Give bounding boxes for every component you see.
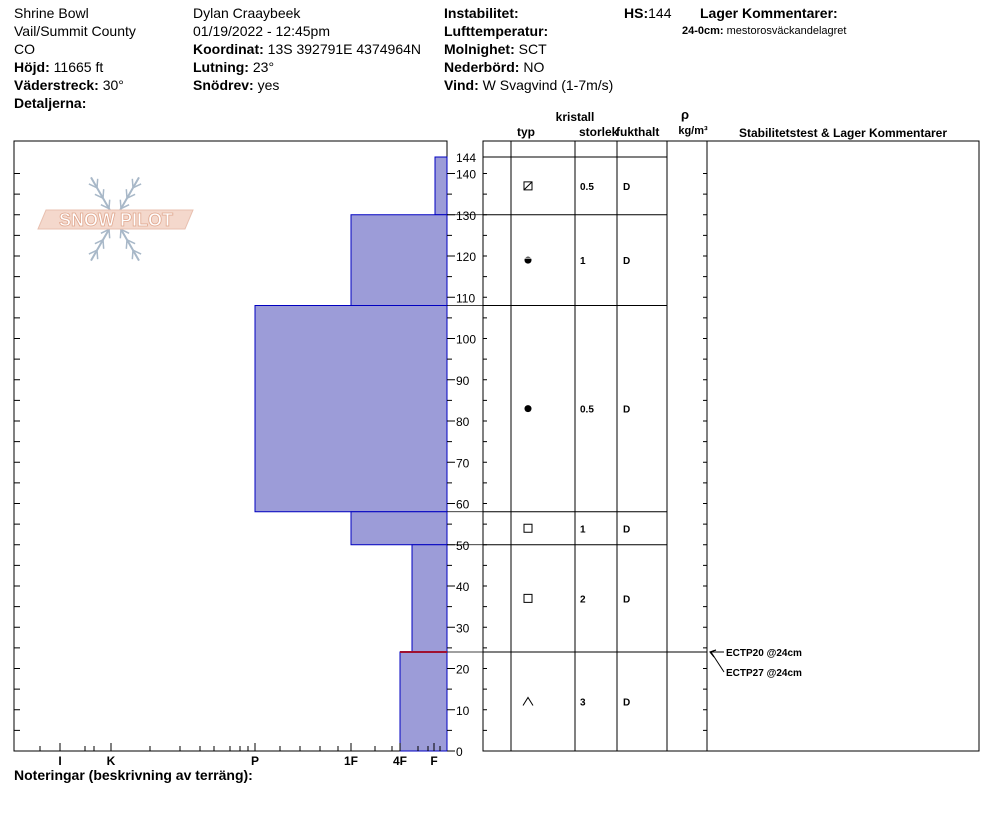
depth-label: 20 [456,662,470,677]
snow-pilot-logo [38,177,193,260]
slope-value: 23° [252,59,275,75]
notes-label: Noteringar (beskrivning av terräng): [14,767,253,783]
depth-label: 90 [456,373,470,388]
elevation-value: 11665 ft [53,59,104,75]
drift-value: yes [257,77,280,93]
layer-comment-depth: 24-0cm: [682,25,724,37]
hardness-label: K [106,754,116,768]
stability-header: Stabilitetstest & Lager Kommentarer [738,126,948,140]
rho-header: ρ [680,107,690,122]
depth-label: 130 [456,208,477,223]
location: Shrine Bowl [14,5,89,21]
depth-label: 140 [456,167,477,182]
moisture-value: D [623,404,631,416]
crystal-size: 0.5 [580,404,594,416]
depth-label: 80 [456,415,470,429]
hardness-label: 1F [343,754,359,768]
snowflake-branch [103,189,104,198]
snowflake-branch [132,250,133,259]
snowflake-branch [126,240,127,249]
stability-test-arrowhead [710,650,716,657]
rounded-grains-icon [525,405,532,412]
crystal-size: 1 [580,524,586,536]
hs-label: HS: [624,5,649,21]
range: Vail/Summit County [14,23,136,39]
snowflake-branch [109,229,110,238]
depth-label: 120 [456,250,477,264]
precip-value: NO [523,59,545,75]
sky-label: Molnighet: [444,41,515,57]
hardness-bar [255,306,447,512]
logo-text: SNOW PILOT [59,210,173,230]
precip-label: Nederbörd: [444,59,520,75]
hardness-label: F [430,754,438,768]
layer-table [447,107,979,751]
depth-label: 144 [456,151,477,165]
depth-label: 0 [456,745,463,759]
faceted-icon [524,594,532,602]
snowflake-branch [109,200,110,209]
depth-hoar-icon [523,698,533,706]
crystal-size: 3 [580,697,586,709]
depth-label: 60 [456,497,470,512]
airtemp-label: Lufttemperatur: [444,23,549,39]
coord-value: 13S 392791E 4374964N [267,41,422,57]
observer: Dylan Craaybeek [193,5,301,21]
layer-comment-text: mestorosväckandelagret [726,25,847,37]
hardness-bar [351,512,447,545]
moisture-header: fukthalt [616,125,660,139]
wind-value: W Svagvind (1-7m/s) [482,77,614,93]
rounding-faceted-icon-slash [524,182,532,190]
moisture-value: D [623,181,631,193]
hardness-bar [412,545,447,652]
depth-label: 10 [456,703,470,718]
depth-label: 100 [456,332,477,347]
hardness-plot [14,141,476,768]
aspect-label: Väderstreck: [14,77,99,93]
crystal-size: 2 [580,594,586,606]
snowflake-branch [97,250,98,259]
hardness-label: 4F [392,754,408,768]
snowflake-branch [120,200,121,209]
depth-label: 110 [456,291,476,306]
coord-label: Koordinat: [193,41,264,57]
snowflake-branch [97,179,98,188]
moisture-value: D [623,697,631,709]
moisture-value: D [623,256,631,268]
faceted-icon [524,524,532,532]
depth-label: 70 [456,456,470,471]
moisture-value: D [623,594,631,606]
depth-label: 30 [456,621,470,636]
sky-value: SCT [518,41,547,57]
datetime: 01/19/2022 - 12:45pm [193,23,330,39]
crystal-size: 0.5 [580,181,594,193]
size-header: storlek [579,125,619,139]
crystal-size: 1 [580,256,586,268]
hardness-label: P [250,754,260,768]
table-frame [483,141,979,751]
layer-comments-label: Lager Kommentarer: [700,5,838,21]
hardness-bar [435,157,447,215]
hs-value: 144 [648,5,672,21]
aspect-value: 30° [102,77,124,93]
crystal-header: kristall [555,110,595,124]
drift-label: Snödrev: [193,77,254,93]
hardness-label: I [58,754,62,768]
state: CO [14,41,35,57]
snowflake-branch [132,179,133,188]
details-label: Detaljerna: [14,95,87,111]
density-unit-header: kg/m³ [678,125,708,137]
slope-label: Lutning: [193,59,249,75]
snowflake-branch [126,189,127,198]
stability-test-label: ECTP20 @24cm [726,648,802,659]
elevation-label: Höjd: [14,59,50,75]
hardness-bar [400,652,447,751]
instability-label: Instabilitet: [444,5,519,21]
hardness-bar [351,215,447,306]
snowflake-branch [120,229,121,238]
stability-test-label: ECTP27 @24cm [726,668,802,679]
depth-label: 50 [456,538,470,553]
wind-label: Vind: [444,77,479,93]
type-header: typ [517,125,535,139]
snowflake-branch [103,240,104,249]
depth-label: 40 [456,580,470,594]
moisture-value: D [623,524,631,536]
